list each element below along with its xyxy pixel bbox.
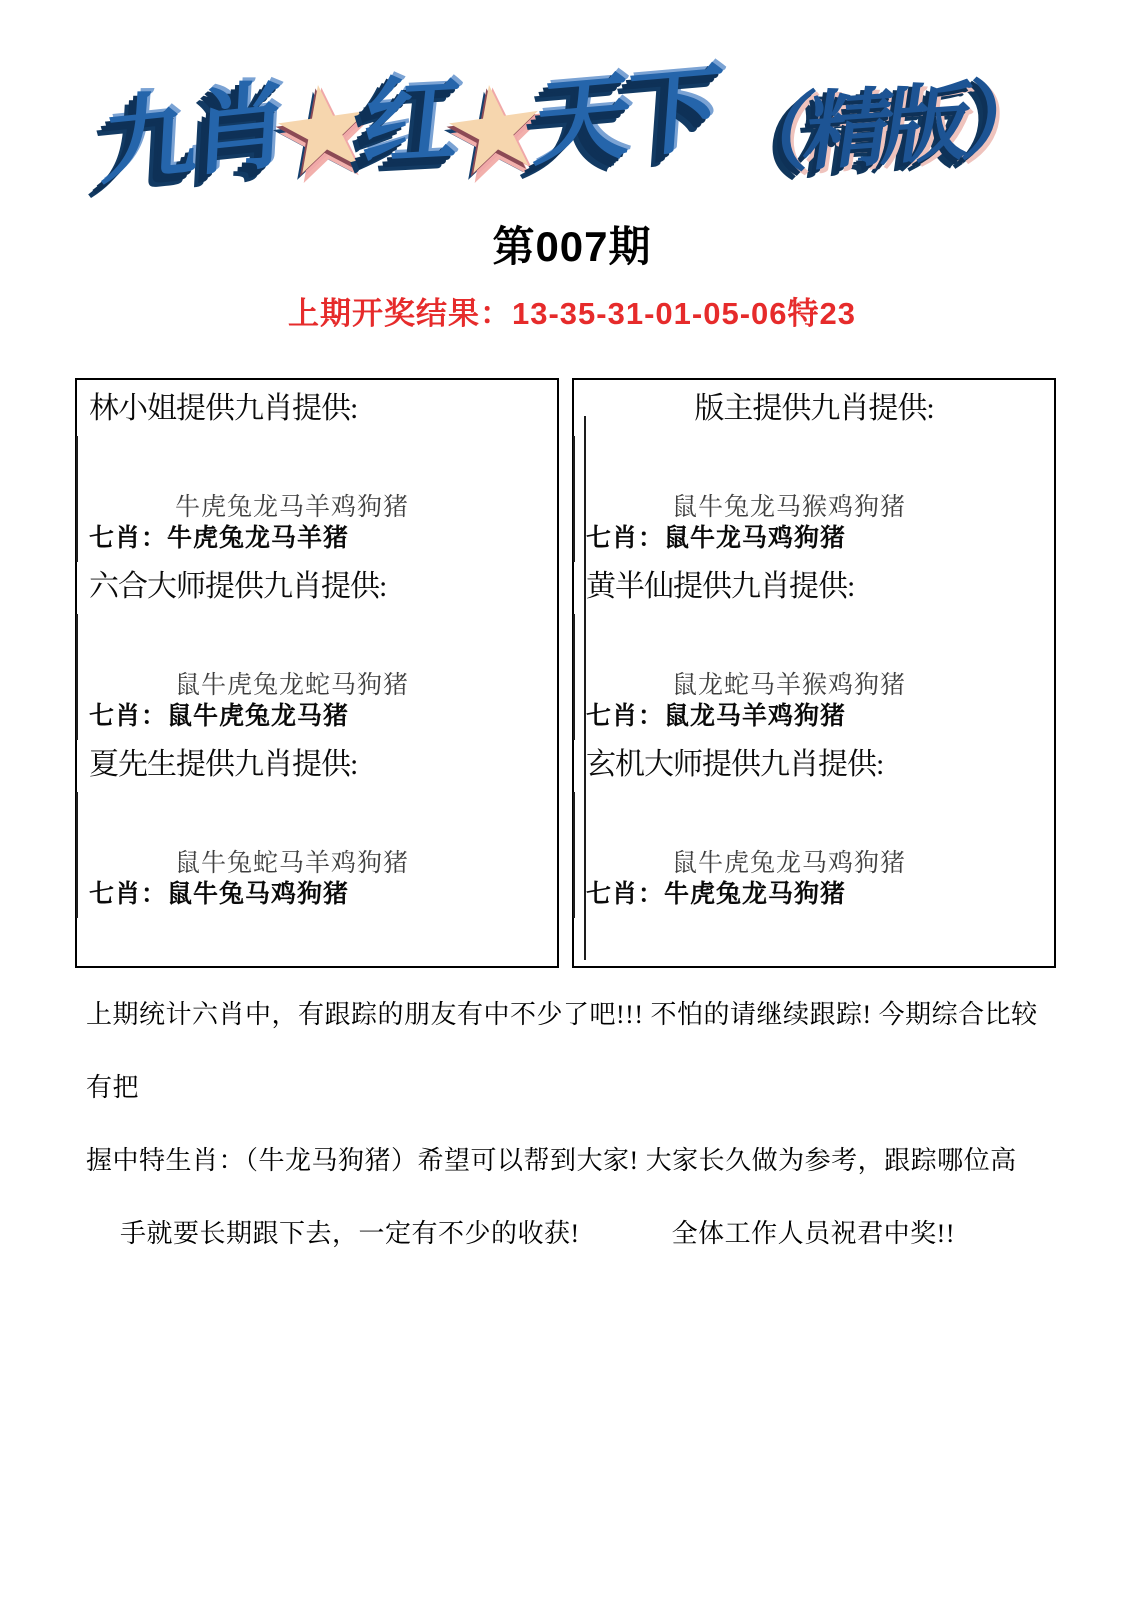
seven-zodiac-line (89, 701, 545, 732)
nine-zodiac-line: 牛虎兔龙马羊鸡狗猪 (175, 494, 410, 521)
seven-label: 七肖： (89, 703, 168, 730)
seven-label: 七肖： (586, 703, 665, 730)
nine-zodiac-line: 鼠牛虎兔龙蛇马狗猪 (175, 672, 410, 699)
logo-text-jiuxiao: 九肖 (98, 71, 286, 198)
footer-blessing: 全体工作人员祝君中奖!! (671, 1219, 955, 1248)
star-icon: ★ (269, 67, 379, 194)
seven-zodiacs: 牛虎兔龙马羊猪 (167, 525, 350, 552)
tip-provider-header: 夏先生提供九肖提供: (89, 748, 358, 781)
tip-provider-header: 六合大师提供九肖提供: (89, 570, 387, 603)
tip-section (586, 568, 1042, 746)
seven-zodiac-line (586, 523, 1042, 554)
seven-zodiac-line (586, 879, 1042, 910)
tip-section (586, 390, 1042, 568)
tips-grid (75, 378, 1056, 968)
seven-zodiacs: 牛虎兔龙马狗猪 (664, 881, 847, 908)
tip-section (586, 746, 1042, 924)
tip-section (89, 746, 545, 924)
seven-label: 七肖： (586, 525, 665, 552)
seven-zodiacs: 鼠牛虎兔龙马猪 (167, 703, 350, 730)
tip-section (89, 390, 545, 568)
seven-zodiac-line (89, 523, 545, 554)
tip-provider-header: 玄机大师提供九肖提供: (586, 748, 884, 781)
title-logo (0, 52, 1144, 198)
seven-zodiacs: 鼠龙马羊鸡狗猪 (664, 703, 847, 730)
issue-number: 第007期 (492, 223, 652, 270)
seven-zodiac-line (89, 879, 545, 910)
tip-provider-header: 黄半仙提供九肖提供: (586, 570, 855, 603)
seven-label: 七肖： (89, 881, 168, 908)
nine-zodiac-line: 鼠龙蛇马羊猴鸡狗猪 (672, 672, 907, 699)
tips-box-right (572, 378, 1056, 968)
seven-label: 七肖： (89, 525, 168, 552)
tips-box-left (75, 378, 559, 968)
nine-zodiac-line: 鼠牛兔龙马猴鸡狗猪 (672, 494, 907, 521)
footer-note (86, 978, 1060, 1270)
seven-label: 七肖： (586, 881, 665, 908)
seven-zodiacs: 鼠牛龙马鸡狗猪 (664, 525, 847, 552)
footer-line-2: 握中特生肖：（牛龙马狗猪）希望可以帮到大家! 大家长久做为参考，跟踪哪位高 (86, 1146, 1017, 1175)
tip-section (89, 568, 545, 746)
tip-provider-header: 版主提供九肖提供: (694, 392, 934, 425)
logo-edition-suffix: （精版） (719, 69, 1050, 187)
tip-provider-header: 林小姐提供九肖提供: (89, 392, 358, 425)
last-draw-result: 上期开奖结果：13-35-31-01-05-06特23 (288, 296, 856, 331)
footer-line-3-text: 手就要长期跟下去，一定有不少的收获! (120, 1219, 580, 1248)
logo-text-hong: 红 (357, 66, 460, 179)
footer-line-3 (86, 1197, 1060, 1270)
star-icon: ★ (441, 67, 550, 194)
seven-zodiac-line (586, 701, 1042, 732)
logo-text-tianxia: 天下 (530, 55, 721, 178)
nine-zodiac-line: 鼠牛兔蛇马羊鸡狗猪 (175, 850, 410, 877)
seven-zodiacs: 鼠牛兔马鸡狗猪 (167, 881, 350, 908)
footer-line-1: 上期统计六肖中，有跟踪的朋友有中不少了吧!!! 不怕的请继续跟踪! 今期综合比较有把 (86, 1000, 1038, 1102)
nine-zodiac-line: 鼠牛虎兔龙马鸡狗猪 (672, 850, 907, 877)
